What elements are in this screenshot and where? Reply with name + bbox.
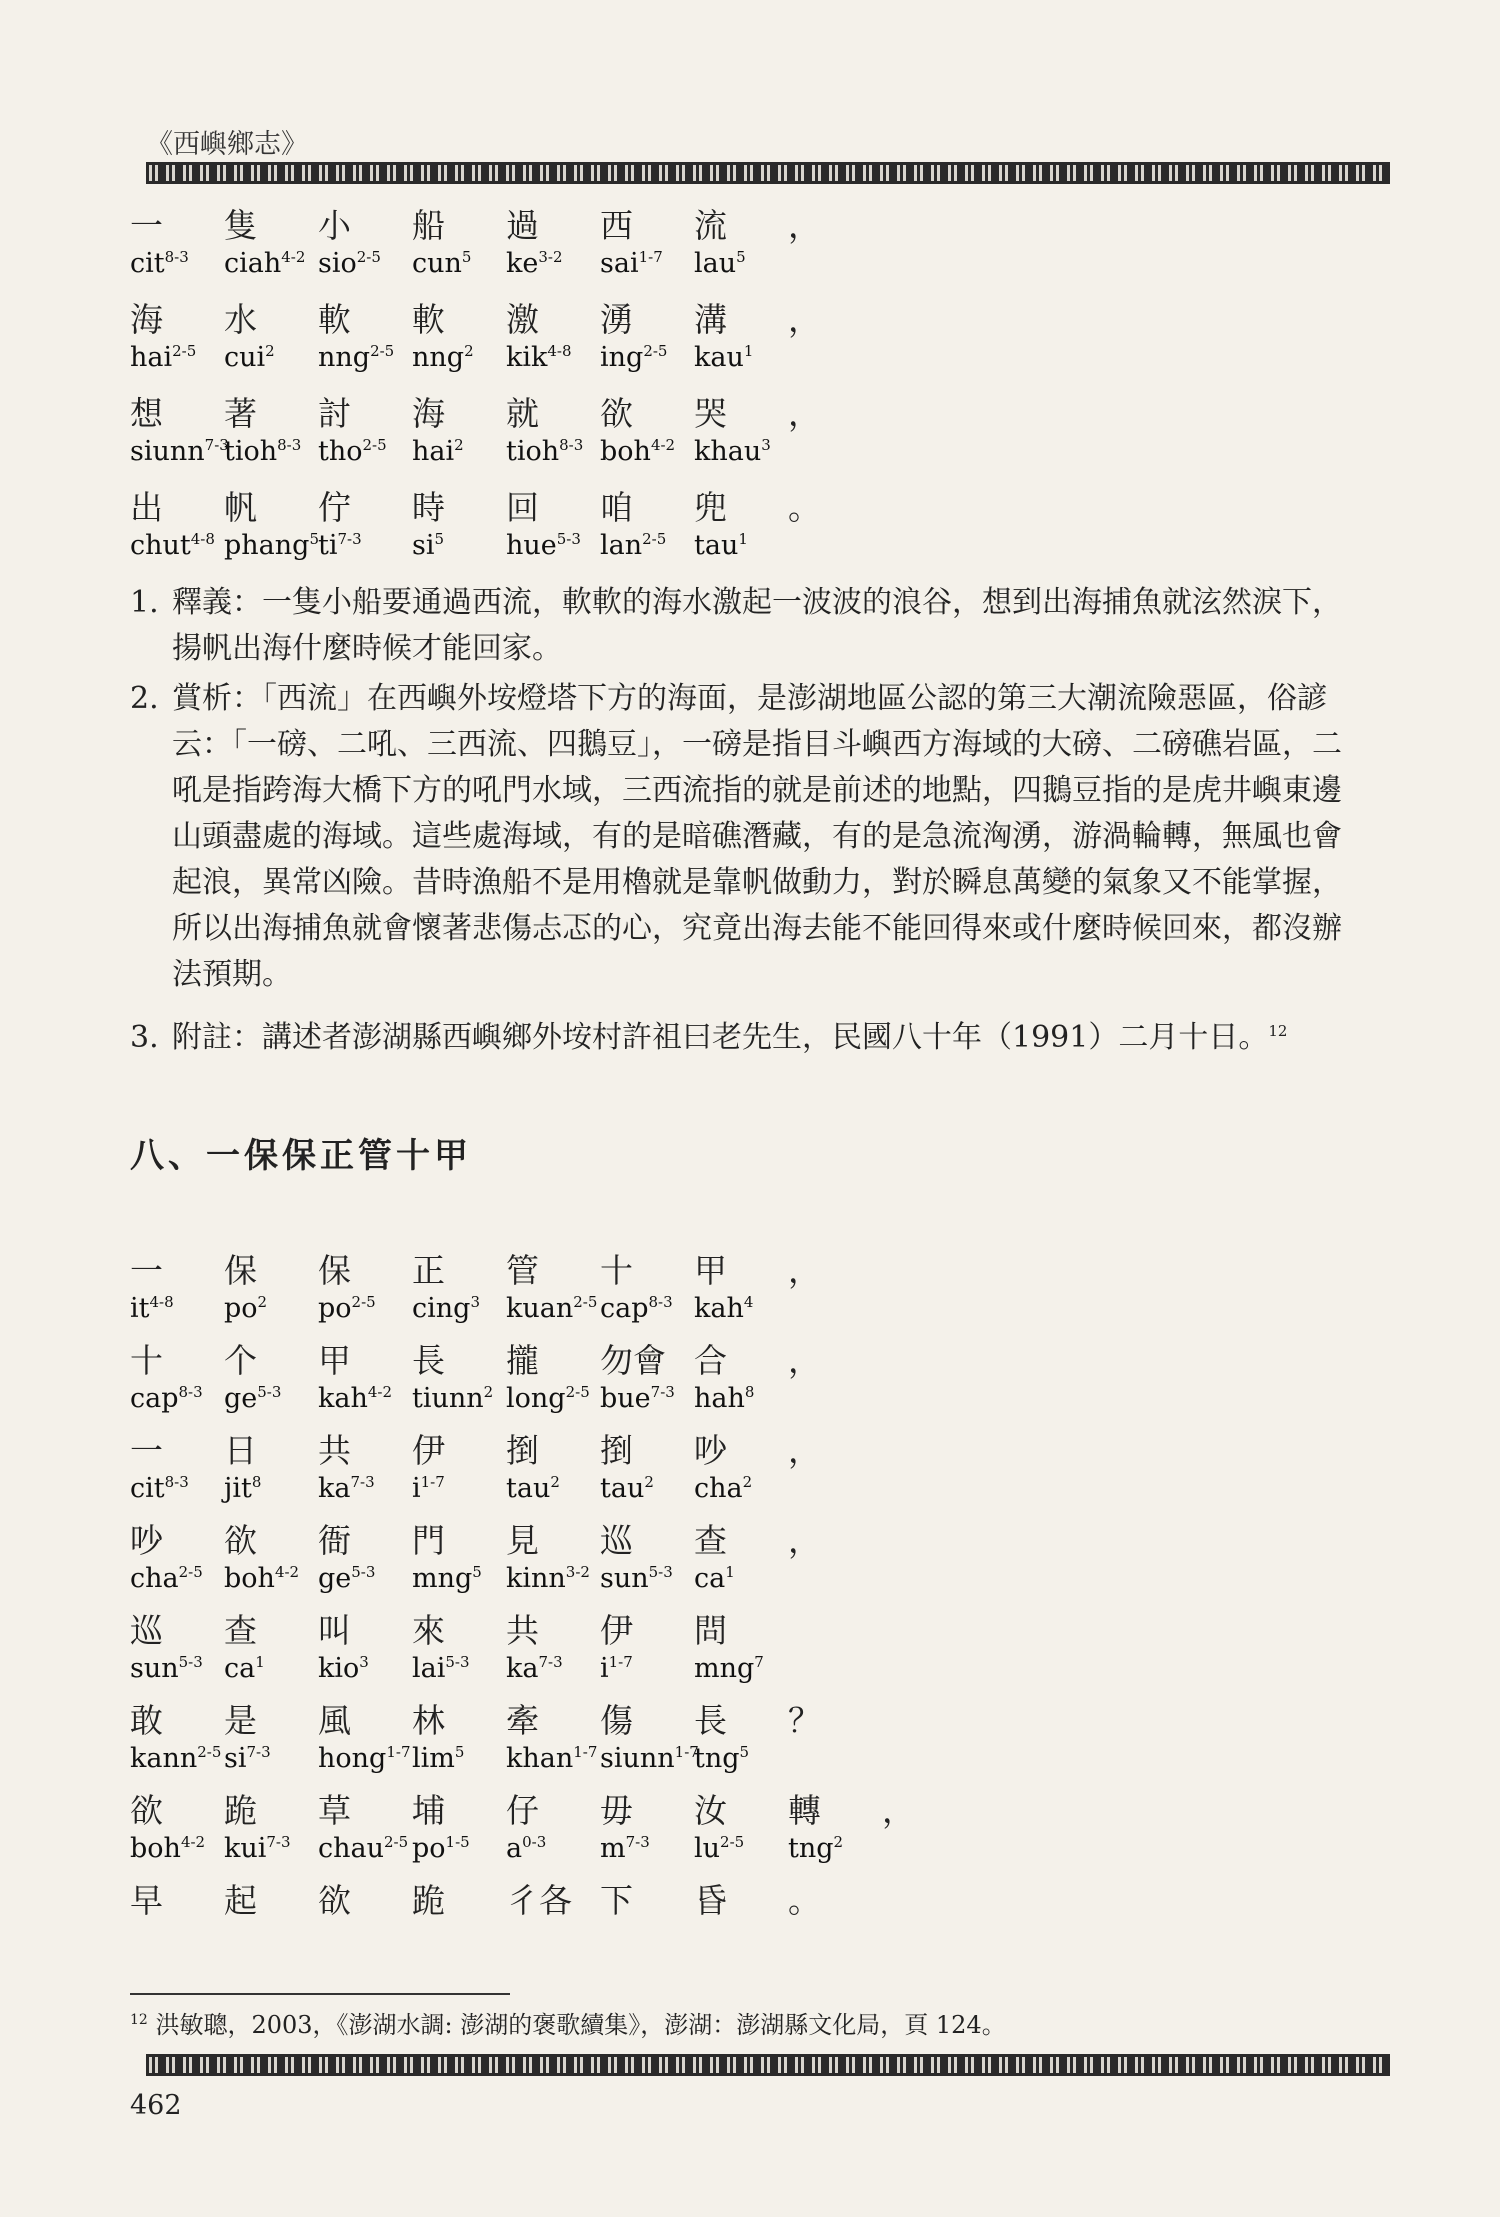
tone-mark: 5-3	[257, 1383, 282, 1401]
hanzi-char: 問	[694, 1611, 727, 1650]
tone-mark: 8	[744, 1383, 755, 1401]
hanzi-char: 彳各	[506, 1881, 572, 1920]
romanized-syllable: $si^5$	[412, 530, 445, 561]
romanized-syllable: $i^{1-7}$	[412, 1473, 445, 1504]
tone-mark: 4-8	[190, 530, 215, 548]
note-3: 3. 附註：講述者澎湖縣西嶼鄉外垵村許祖曰老先生，民國八十年（1991）二月十日。$^{12}$	[130, 1020, 1288, 1055]
tone-mark: 7-3	[350, 1473, 375, 1491]
tone-mark: 3-2	[538, 248, 563, 266]
note-2-line: 云：「一磅、二吼、三西流、四鵝豆」，一磅是指目斗嶼西方海域的大磅、二磅礁岩區，二	[172, 727, 1342, 762]
hanzi-char: 伊	[412, 1431, 445, 1470]
footnote-number: 12	[130, 2012, 148, 2028]
hanzi-char: 下	[600, 1881, 633, 1920]
running-header: 《西嶼鄉志》	[146, 129, 308, 160]
tone-mark: 8-3	[164, 248, 189, 266]
hanzi-char: 小	[318, 206, 351, 245]
tone-mark: 1	[743, 342, 754, 360]
tone-mark: 1	[725, 1563, 735, 1581]
romanized-syllable: kio$^3$	[318, 1653, 369, 1684]
hanzi-char: 埔	[412, 1791, 445, 1830]
note-1-line: 釋義：一隻小船要通過西流，軟軟的海水激起一波波的浪谷，想到出海捕魚就泫然淚下，	[172, 585, 1342, 620]
hanzi-char: 傷	[600, 1701, 633, 1740]
section-title: 八、一保保正管十甲	[130, 1136, 472, 1176]
tone-mark: 5	[309, 530, 319, 548]
tone-mark: 5	[472, 1563, 482, 1581]
tone-mark: 5	[739, 1743, 750, 1761]
hanzi-char: 海	[412, 394, 445, 433]
romanized-syllable: $i^{1-7}$	[600, 1653, 633, 1684]
tone-mark: 2-5	[565, 1383, 590, 1401]
hanzi-char: 正	[412, 1251, 445, 1290]
tone-mark: 1-5	[445, 1833, 470, 1851]
romanized-syllable: $ge^{5-3}$	[224, 1383, 282, 1414]
verse-hanzi-line	[130, 1695, 1270, 1742]
tone-mark: 2-5	[362, 436, 387, 454]
romanized-syllable: chau$^{2-5}$	[318, 1833, 409, 1864]
hanzi-char: 轉	[788, 1791, 821, 1830]
tone-mark: 2-5	[720, 1833, 745, 1851]
romanized-syllable: tho$^{2-5}$	[318, 436, 387, 467]
tone-mark: 1-7	[674, 1743, 699, 1761]
hanzi-char: 湧	[600, 300, 633, 339]
hanzi-char: ，	[882, 1791, 915, 1830]
tone-mark: 7	[754, 1653, 764, 1671]
tone-mark: 7-3	[625, 1833, 650, 1851]
hanzi-char: 激	[506, 300, 539, 339]
romanized-syllable: ing$^{2-5}$	[600, 342, 668, 373]
romanized-syllable: cit$^{8-3}$	[130, 1473, 189, 1504]
note-2-line: 法預期。	[172, 957, 292, 992]
romanized-syllable: khau$^3$	[694, 436, 771, 467]
hanzi-char: 門	[412, 1521, 445, 1560]
hanzi-char: 兜	[694, 488, 727, 527]
verse-romanization-line	[130, 1743, 1270, 1774]
romanized-syllable: mng$^7$	[694, 1653, 764, 1684]
romanized-syllable: khan$^{1-7}$	[506, 1743, 598, 1774]
verse-hanzi-line	[130, 1335, 1270, 1382]
hanzi-char: 合	[694, 1341, 727, 1380]
hanzi-char: 一	[130, 206, 163, 245]
hanzi-char: 林	[412, 1701, 445, 1740]
hanzi-char: 時	[412, 488, 445, 527]
hanzi-char: 衙	[318, 1521, 351, 1560]
tone-mark: 5-3	[556, 530, 581, 548]
tone-mark: 2-5	[642, 530, 667, 548]
hanzi-char: 十	[130, 1341, 163, 1380]
romanized-syllable: tau$^2$	[600, 1473, 654, 1504]
tone-mark: 7-3	[650, 1383, 675, 1401]
hanzi-char: 長	[694, 1701, 727, 1740]
hanzi-char: 个	[224, 1341, 257, 1380]
romanized-syllable: lau$^5$	[694, 248, 746, 279]
tone-mark: 3	[470, 1293, 480, 1311]
romanized-syllable: cit$^{8-3}$	[130, 248, 189, 279]
hanzi-char: ，	[788, 1521, 821, 1560]
hanzi-char: 。	[788, 1881, 821, 1920]
romanized-syllable: sai$^{1-7}$	[600, 248, 663, 279]
hanzi-char: 風	[318, 1701, 351, 1740]
verse-hanzi-line	[130, 1245, 1270, 1292]
romanized-syllable: kik$^{4-8}$	[506, 342, 572, 373]
hanzi-char: 水	[224, 300, 257, 339]
romanized-syllable: hong$^{1-7}$	[318, 1743, 411, 1774]
tone-mark: 2	[742, 1473, 753, 1491]
hanzi-char: 咱	[600, 488, 633, 527]
romanized-syllable: cap$^{8-3}$	[130, 1383, 203, 1414]
verse-hanzi-line	[130, 1785, 1270, 1832]
romanized-syllable: nng$^{2-5}$	[318, 342, 395, 373]
hanzi-char: 勿會	[600, 1341, 666, 1380]
romanized-syllable: cap$^{8-3}$	[600, 1293, 673, 1324]
tone-mark: 8-3	[277, 436, 302, 454]
note-1-line: 揚帆出海什麼時候才能回家。	[172, 631, 562, 666]
hanzi-char: ，	[788, 1251, 821, 1290]
tone-mark: 5-3	[351, 1563, 376, 1581]
romanized-syllable: $lu^{2-5}$	[694, 1833, 745, 1864]
tone-mark: 7-3	[337, 530, 362, 548]
hanzi-char: ，	[788, 1431, 821, 1470]
verse-hanzi-line	[130, 200, 1270, 247]
tone-mark: 8-3	[559, 436, 584, 454]
footnote-text: 洪敏聰，2003，《澎湖水調: 澎湖的褒歌續集》，澎湖：澎湖縣文化局，頁 124。	[155, 2011, 1006, 2039]
tone-mark: 2-5	[573, 1293, 598, 1311]
verse-hanzi-line	[130, 482, 1270, 529]
verse-hanzi-line	[130, 1875, 1270, 1922]
tone-mark: 2	[464, 342, 474, 360]
romanized-syllable: $a^{0-3}$	[506, 1833, 547, 1864]
note-3-text: 附註：講述者澎湖縣西嶼鄉外垵村許祖曰老先生，民國八十年（1991）二月十日。	[172, 1020, 1269, 1055]
hanzi-char: 一	[130, 1251, 163, 1290]
tone-mark: 7-3	[246, 1743, 271, 1761]
hanzi-char: 甲	[694, 1251, 727, 1290]
romanized-syllable: ciah$^{4-2}$	[224, 248, 306, 279]
tone-mark: 1-7	[420, 1473, 445, 1491]
tone-mark: 8	[251, 1473, 262, 1491]
romanized-syllable: boh$^{4-2}$	[224, 1563, 300, 1594]
hanzi-char: 船	[412, 206, 445, 245]
tone-mark: 7-3	[204, 436, 229, 454]
hanzi-char: 查	[224, 1611, 257, 1650]
romanized-syllable: boh$^{4-2}$	[130, 1833, 206, 1864]
verse-romanization-line	[130, 436, 1270, 467]
tone-mark: 2-5	[178, 1563, 203, 1581]
tone-mark: 1-7	[638, 248, 663, 266]
hanzi-char: ，	[788, 206, 821, 245]
tone-mark: 5	[736, 248, 746, 266]
hanzi-char: ，	[788, 300, 821, 339]
tone-mark: 2-5	[370, 342, 395, 360]
hanzi-char: 佇	[318, 488, 351, 527]
hanzi-char: 欲	[224, 1521, 257, 1560]
tone-mark: 2	[454, 436, 464, 454]
romanized-syllable: kuan$^{2-5}$	[506, 1293, 598, 1324]
hanzi-char: 跪	[224, 1791, 257, 1830]
romanized-syllable: tng$^5$	[694, 1743, 750, 1774]
tone-mark: 2	[257, 1293, 268, 1311]
hanzi-char: 昏	[694, 1881, 727, 1920]
romanized-syllable: $si^{7-3}$	[224, 1743, 271, 1774]
hanzi-char: 想	[130, 394, 163, 433]
tone-mark: 4-2	[180, 1833, 206, 1851]
hanzi-char: 長	[412, 1341, 445, 1380]
romanized-syllable: cing$^3$	[412, 1293, 480, 1324]
romanized-syllable: chut$^{4-8}$	[130, 530, 215, 561]
tone-mark: 4-2	[281, 248, 306, 266]
hanzi-char: 捯	[600, 1431, 633, 1470]
tone-mark: 2-5	[356, 248, 381, 266]
tone-mark: 2-5	[643, 342, 668, 360]
romanized-syllable: $ke^{3-2}$	[506, 248, 563, 279]
verse-hanzi-line	[130, 1425, 1270, 1472]
tone-mark: 5-3	[178, 1653, 203, 1671]
tone-mark: 4-8	[547, 342, 572, 360]
hanzi-char: 日	[224, 1431, 257, 1470]
romanized-syllable: kau$^1$	[694, 342, 754, 373]
romanized-syllable: tiunn$^2$	[412, 1383, 494, 1414]
hanzi-char: 帆	[224, 488, 257, 527]
romanized-syllable: cun$^5$	[412, 248, 472, 279]
tone-mark: 1-7	[608, 1653, 633, 1671]
verse-hanzi-line	[130, 1605, 1270, 1652]
verse-romanization-line	[130, 1383, 1270, 1414]
romanized-syllable: cha$^2$	[694, 1473, 753, 1504]
tone-mark: 8-3	[178, 1383, 203, 1401]
romanized-syllable: $po^{1-5}$	[412, 1833, 470, 1864]
romanized-syllable: $\lim^5$	[412, 1743, 465, 1774]
hanzi-char: 見	[506, 1521, 539, 1560]
hanzi-char: 攏	[506, 1341, 539, 1380]
hanzi-char: 叫	[318, 1611, 351, 1650]
verse-romanization-line	[130, 1473, 1270, 1504]
hanzi-char: 流	[694, 206, 727, 245]
hanzi-char: 十	[600, 1251, 633, 1290]
romanized-syllable: $ka^{7-3}$	[506, 1653, 563, 1684]
hanzi-char: 保	[318, 1251, 351, 1290]
tone-mark: 2	[483, 1383, 494, 1401]
romanized-syllable: phang$^5$	[224, 530, 319, 561]
romanized-syllable: lan$^{2-5}$	[600, 530, 667, 561]
footnote-ref: 12	[1268, 1022, 1288, 1040]
tone-mark: 1	[738, 530, 748, 548]
verse-romanization-line	[130, 1653, 1270, 1684]
tone-mark: 3	[761, 436, 771, 454]
tone-mark: 4-2	[650, 436, 676, 454]
tone-mark: 4	[743, 1293, 754, 1311]
tone-mark: 7-3	[538, 1653, 563, 1671]
hanzi-char: 牽	[506, 1701, 539, 1740]
romanized-syllable: kann$^{2-5}$	[130, 1743, 222, 1774]
romanized-syllable: tau$^2$	[506, 1473, 560, 1504]
page-number: 462	[130, 2090, 182, 2121]
romanized-syllable: boh$^{4-2}$	[600, 436, 676, 467]
verse-romanization-line	[130, 1563, 1270, 1594]
hanzi-char: 吵	[694, 1431, 727, 1470]
decorative-band-top	[146, 162, 1390, 184]
romanized-syllable: siunn$^{7-3}$	[130, 436, 229, 467]
hanzi-char: 仔	[506, 1791, 539, 1830]
tone-mark: 8-3	[164, 1473, 189, 1491]
hanzi-char: 起	[224, 1881, 257, 1920]
tone-mark: 2	[644, 1473, 654, 1491]
romanized-syllable: tau$^1$	[694, 530, 748, 561]
tone-mark: 1	[255, 1653, 265, 1671]
hanzi-char: 草	[318, 1791, 351, 1830]
romanized-syllable: tioh$^{8-3}$	[224, 436, 302, 467]
verse-romanization-line	[130, 1293, 1270, 1324]
hanzi-char: 管	[506, 1251, 539, 1290]
hanzi-char: 欲	[318, 1881, 351, 1920]
romanized-syllable: sun$^{5-3}$	[130, 1653, 203, 1684]
tone-mark: 4-2	[274, 1563, 300, 1581]
romanized-syllable: $po^{2-5}$	[318, 1293, 376, 1324]
romanized-syllable: $ca^1$	[694, 1563, 735, 1594]
note-2-line: 吼是指跨海大橋下方的吼門水域，三西流指的就是前述的地點，四鵝豆指的是虎井嶼東邊	[172, 773, 1342, 808]
tone-mark: 5	[461, 248, 472, 266]
verse-romanization-line	[130, 342, 1270, 373]
tone-mark: 7-3	[266, 1833, 291, 1851]
note-2-line: 山頭盡處的海域。這些處海域，有的是暗礁潛藏，有的是急流洶湧，游渦輪轉，無風也會	[172, 819, 1342, 854]
hanzi-char: 吵	[130, 1521, 163, 1560]
hanzi-char: 共	[318, 1431, 351, 1470]
hanzi-char: 查	[694, 1521, 727, 1560]
tone-mark: 2-5	[384, 1833, 409, 1851]
romanized-syllable: jit$^8$	[224, 1473, 262, 1504]
hanzi-char: 共	[506, 1611, 539, 1650]
romanized-syllable: kah$^{4-2}$	[318, 1383, 393, 1414]
tone-mark: 2-5	[351, 1293, 376, 1311]
verse-hanzi-line	[130, 1515, 1270, 1562]
romanized-syllable: tioh$^{8-3}$	[506, 436, 584, 467]
romanized-syllable: hue$^{5-3}$	[506, 530, 581, 561]
verse-hanzi-line	[130, 294, 1270, 341]
verse-romanization-line	[130, 530, 1270, 561]
tone-mark: 2	[265, 342, 275, 360]
romanized-syllable: hai$^{2-5}$	[130, 342, 197, 373]
romanized-syllable: mng$^5$	[412, 1563, 482, 1594]
hanzi-char: 討	[318, 394, 351, 433]
footnote-rule	[130, 1993, 510, 1995]
tone-mark: 3	[359, 1653, 369, 1671]
tone-mark: 1-7	[573, 1743, 598, 1761]
hanzi-char: 早	[130, 1881, 163, 1920]
hanzi-char: 毋	[600, 1791, 633, 1830]
romanized-syllable: nng$^2$	[412, 342, 474, 373]
romanized-syllable: tng$^2$	[788, 1833, 844, 1864]
verse-hanzi-line	[130, 388, 1270, 435]
verse-romanization-line	[130, 248, 1270, 279]
romanized-syllable: kinn$^{3-2}$	[506, 1563, 590, 1594]
tone-mark: 4-8	[149, 1293, 174, 1311]
romanized-syllable: hah$^8$	[694, 1383, 755, 1414]
note-2-line: 起浪，異常凶險。昔時漁船不是用櫓就是靠帆做動力，對於瞬息萬變的氣象又不能掌握，	[172, 865, 1342, 900]
hanzi-char: 保	[224, 1251, 257, 1290]
tone-mark: 2-5	[197, 1743, 222, 1761]
hanzi-char: 西	[600, 206, 633, 245]
hanzi-char: 來	[412, 1611, 445, 1650]
hanzi-char: 隻	[224, 206, 257, 245]
hanzi-char: 巡	[600, 1521, 633, 1560]
hanzi-char: 海	[130, 300, 163, 339]
note-2-line: 賞析：「西流」在西嶼外垵燈塔下方的海面，是澎湖地區公認的第三大潮流險惡區，俗諺	[172, 681, 1327, 716]
hanzi-char: 一	[130, 1431, 163, 1470]
hanzi-char: 跪	[412, 1881, 445, 1920]
hanzi-char: 哭	[694, 394, 727, 433]
romanized-syllable: hai$^2$	[412, 436, 464, 467]
hanzi-char: 軟	[412, 300, 445, 339]
hanzi-char: 是	[224, 1701, 257, 1740]
footnote	[130, 2005, 1006, 2040]
hanzi-char: 欲	[130, 1791, 163, 1830]
decorative-band-bottom	[146, 2054, 1390, 2076]
romanized-syllable: $it^{4-8}$	[130, 1293, 174, 1324]
tone-mark: 5	[434, 530, 445, 548]
romanized-syllable: sun$^{5-3}$	[600, 1563, 673, 1594]
hanzi-char: 甲	[318, 1341, 351, 1380]
romanized-syllable: $ge^{5-3}$	[318, 1563, 376, 1594]
romanized-syllable: $m^{7-3}$	[600, 1833, 650, 1864]
tone-mark: 4-2	[367, 1383, 393, 1401]
tone-mark: 5-3	[648, 1563, 673, 1581]
hanzi-char: 。	[788, 488, 821, 527]
romanized-syllable: sio$^{2-5}$	[318, 248, 381, 279]
tone-mark: 3-2	[565, 1563, 590, 1581]
note-2: 2. 賞析：「西流」在西嶼外垵燈塔下方的海面，是澎湖地區公認的第三大潮流險惡區，俗諺 云：「一磅、二吼、三西流、四鵝豆」，一磅是指目斗嶼西方海域的大磅、二磅礁岩區，二 吼是指跨海大橋下方的吼門水域，三西流指的就是前述的地點，四鵝豆指的是虎井嶼東邊 山頭盡處的海域。這些處海域，有的是暗礁潛藏，有的是急流洶湧，游渦輪轉，無風也會 起浪，異常凶險。昔時漁船不是用櫓就是靠帆做動力，對於瞬息萬變的氣象又不能掌握， 所以出海捕魚就會懷著悲傷忐忑的心，究竟出海去能不能回得來或什麼時候回來，都沒辦 法預期。	[130, 676, 1410, 998]
hanzi-char: 伊	[600, 1611, 633, 1650]
hanzi-char: 汝	[694, 1791, 727, 1830]
hanzi-char: 著	[224, 394, 257, 433]
hanzi-char: ，	[788, 1341, 821, 1380]
hanzi-char: 敢	[130, 1701, 163, 1740]
romanized-syllable: $ka^{7-3}$	[318, 1473, 375, 1504]
romanized-syllable: kui$^{7-3}$	[224, 1833, 291, 1864]
romanized-syllable: siunn$^{1-7}$	[600, 1743, 699, 1774]
romanized-syllable: $ti^{7-3}$	[318, 530, 362, 561]
romanized-syllable: cui$^2$	[224, 342, 275, 373]
hanzi-char	[788, 1605, 882, 1652]
romanized-syllable: $ca^1$	[224, 1653, 265, 1684]
note-2-line: 所以出海捕魚就會懷著悲傷忐忑的心，究竟出海去能不能回得來或什麼時候回來，都沒辦	[172, 911, 1342, 946]
hanzi-char: 回	[506, 488, 539, 527]
hanzi-char: ？	[788, 1701, 821, 1740]
hanzi-char: 過	[506, 206, 539, 245]
tone-mark: 2	[550, 1473, 560, 1491]
hanzi-char: 欲	[600, 394, 633, 433]
tone-mark: 0-3	[522, 1833, 547, 1851]
tone-mark: 1-7	[386, 1743, 411, 1761]
tone-mark: 5	[454, 1743, 465, 1761]
tone-mark: 2-5	[172, 342, 197, 360]
romanized-syllable: bue$^{7-3}$	[600, 1383, 675, 1414]
hanzi-char: 軟	[318, 300, 351, 339]
romanized-syllable: lai$^{5-3}$	[412, 1653, 470, 1684]
hanzi-char: ，	[788, 394, 821, 433]
romanized-syllable: cha$^{2-5}$	[130, 1563, 203, 1594]
tone-mark: 8-3	[648, 1293, 673, 1311]
tone-mark: 5-3	[445, 1653, 470, 1671]
tone-mark: 2	[833, 1833, 844, 1851]
hanzi-char: 巡	[130, 1611, 163, 1650]
romanized-syllable: $po^2$	[224, 1293, 268, 1324]
hanzi-char: 捯	[506, 1431, 539, 1470]
hanzi-char: 出	[130, 488, 163, 527]
verse-romanization-line	[130, 1833, 1270, 1864]
note-1: 1. 釋義：一隻小船要通過西流，軟軟的海水激起一波波的浪谷，想到出海捕魚就泫然淚下， 揚帆出海什麼時候才能回家。	[130, 580, 1410, 672]
hanzi-char: 溝	[694, 300, 727, 339]
romanized-syllable: kah$^4$	[694, 1293, 754, 1324]
romanized-syllable: long$^{2-5}$	[506, 1383, 590, 1414]
hanzi-char: 就	[506, 394, 539, 433]
